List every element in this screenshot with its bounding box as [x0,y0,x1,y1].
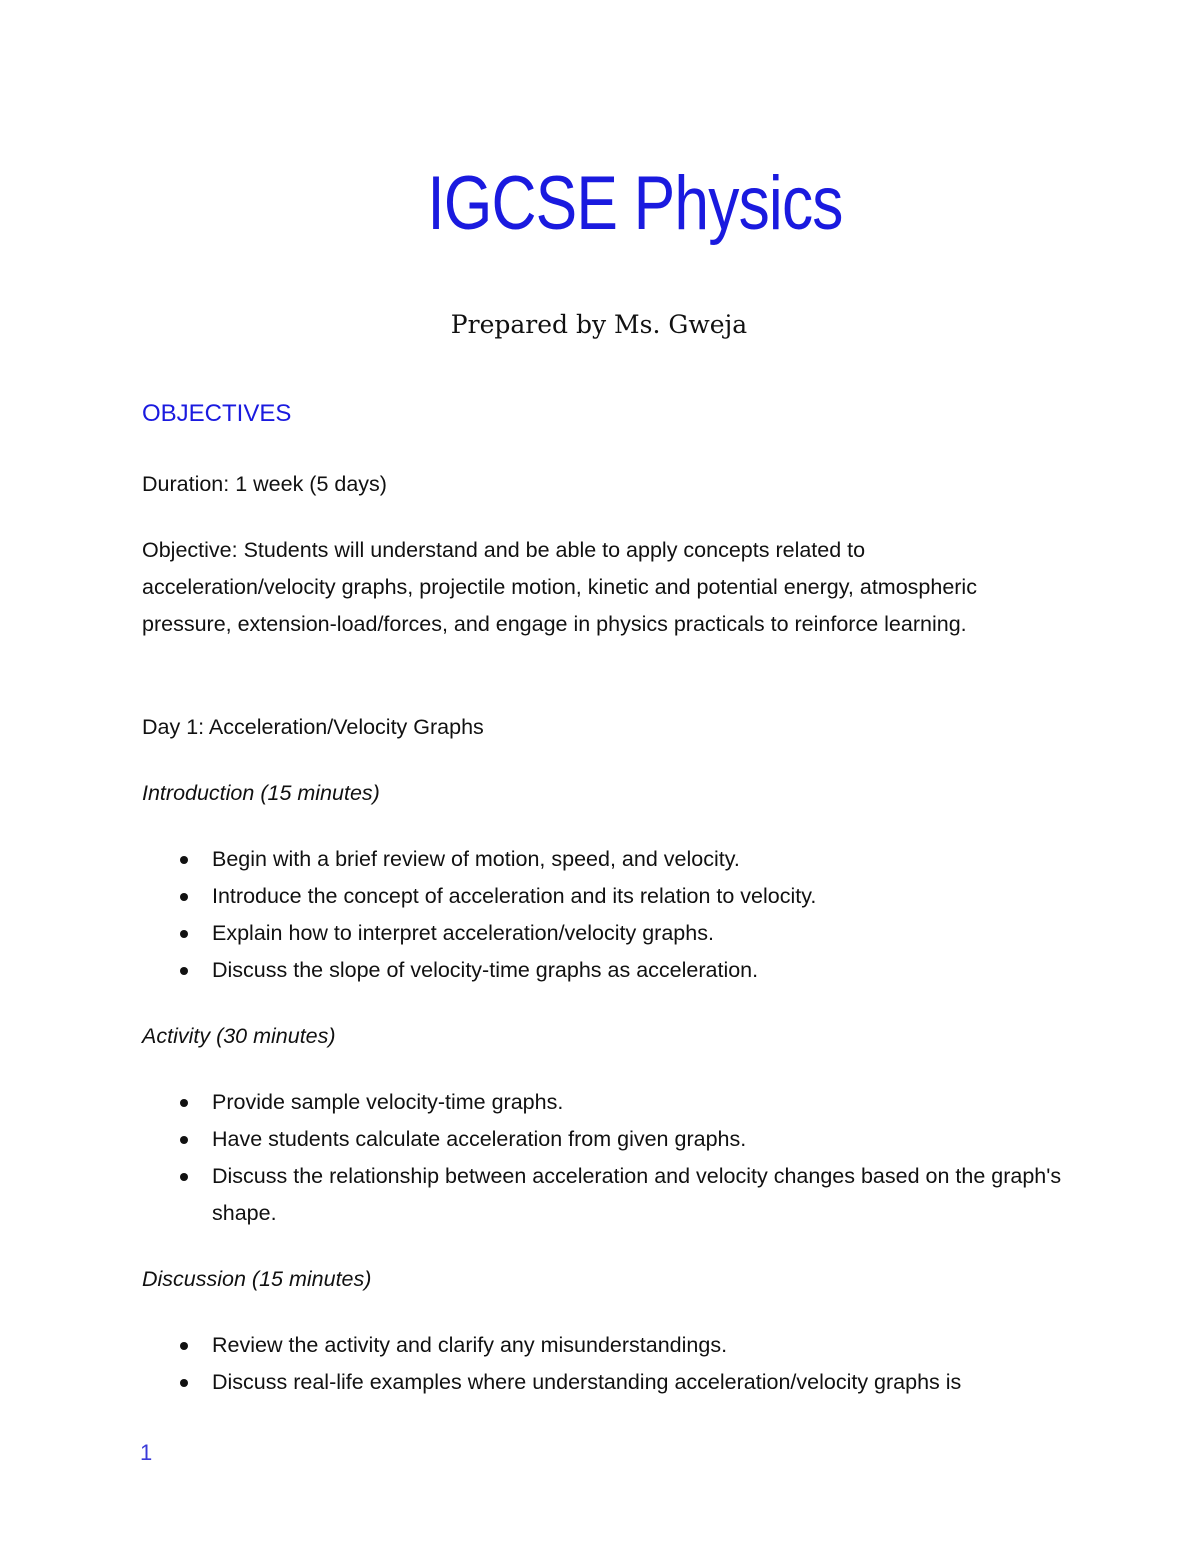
list-item [142,841,1102,878]
page-title: IGCSE Physics [427,161,843,246]
list-item-text: Provide sample velocity-time graphs. [212,1090,564,1114]
bullet-icon [180,1379,188,1387]
bullet-icon [180,1173,188,1181]
list-item [142,1158,1102,1232]
discussion-list [142,1327,1102,1401]
bullet-icon [180,1136,188,1144]
bullet-icon [180,893,188,901]
objectives-heading: OBJECTIVES [142,400,292,427]
list-item [142,1364,1102,1401]
list-item-text: Discuss the relationship between acceleration and velocity changes based on the graph's shape. [212,1164,1062,1225]
list-item [142,1327,1102,1364]
bullet-icon [180,856,188,864]
discussion-subheading: Discussion (15 minutes) [142,1267,372,1291]
duration-text: Duration: 1 week (5 days) [142,472,387,496]
list-item-text: Introduce the concept of acceleration and its relation to velocity. [212,884,817,908]
activity-subheading: Activity (30 minutes) [142,1024,336,1048]
bullet-icon [180,967,188,975]
day-heading: Day 1: Acceleration/Velocity Graphs [142,715,484,739]
list-item-text: Have students calculate acceleration from given graphs. [212,1127,747,1151]
list-item [142,1084,1102,1121]
page-number: 1 [140,1440,153,1465]
list-item [142,878,1102,915]
author-subtitle: Prepared by Ms. Gweja [450,310,748,339]
list-item [142,915,1102,952]
bullet-icon [180,930,188,938]
list-item [142,952,1102,989]
activity-list [142,1084,1102,1232]
list-item-text: Review the activity and clarify any misunderstandings. [212,1333,728,1357]
objective-paragraph: Objective: Students will understand and be able to apply concepts related to acceleration/velocity graphs, projectile motion, kinetic and potential energy, atmospheric pressure, extension-load/forces, and engage in physics practicals to reinforce learning. [142,538,977,636]
list-item-text: Discuss the slope of velocity-time graphs as acceleration. [212,958,759,982]
list-item-text: Discuss real-life examples where understanding acceleration/velocity graphs is [212,1370,962,1394]
introduction-list [142,841,1102,989]
list-item-text: Begin with a brief review of motion, speed, and velocity. [212,847,740,871]
list-item-text: Explain how to interpret acceleration/velocity graphs. [212,921,714,945]
bullet-icon [180,1342,188,1350]
introduction-subheading: Introduction (15 minutes) [142,781,380,805]
bullet-icon [180,1099,188,1107]
list-item [142,1121,1102,1158]
